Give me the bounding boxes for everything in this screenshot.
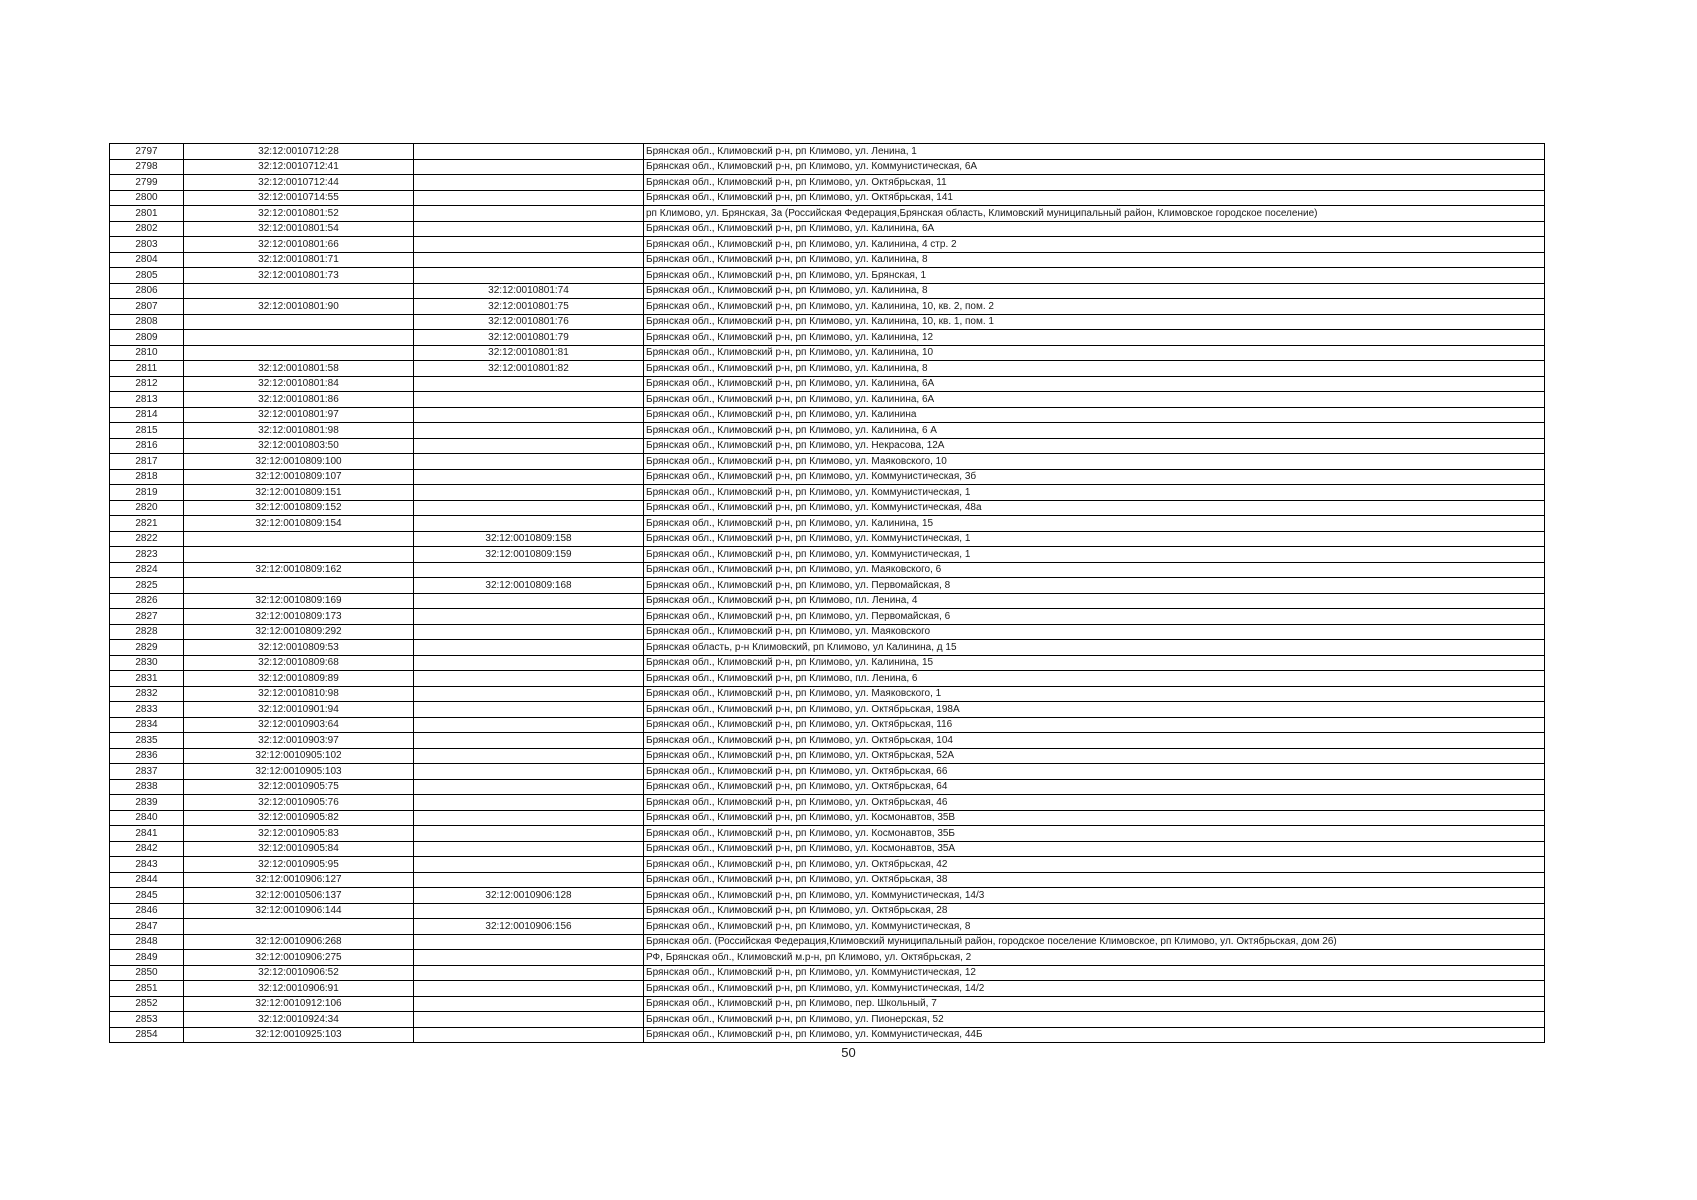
row-number-cell: 2802 (110, 221, 184, 237)
related-cadastral-number-cell (414, 655, 644, 671)
table-row (110, 655, 1545, 671)
row-number-cell: 2828 (110, 624, 184, 640)
table-body (110, 144, 1545, 1043)
cadastral-number-cell: 32:12:0010903:64 (184, 717, 414, 733)
address-cell: Брянская обл., Климовский р-н, рп Климово, ул. Ленина, 1 (644, 144, 1545, 160)
related-cadastral-number-cell (414, 144, 644, 160)
cadastral-number-cell: 32:12:0010810:98 (184, 686, 414, 702)
cadastral-number-cell: 32:12:0010801:54 (184, 221, 414, 237)
row-number-cell: 2806 (110, 283, 184, 299)
cadastral-number-cell: 32:12:0010901:94 (184, 702, 414, 718)
cadastral-number-cell: 32:12:0010801:90 (184, 299, 414, 315)
table-row (110, 330, 1545, 346)
address-cell: Брянская обл., Климовский р-н, рп Климово, ул. Коммунистическая, 44Б (644, 1027, 1545, 1043)
cadastral-number-cell: 32:12:0010905:75 (184, 779, 414, 795)
address-cell: Брянская обл., Климовский р-н, рп Климово, ул. Коммунистическая, 1 (644, 547, 1545, 563)
related-cadastral-number-cell (414, 857, 644, 873)
related-cadastral-number-cell (414, 826, 644, 842)
address-cell: Брянская обл., Климовский р-н, рп Климово, ул. Коммунистическая, 1 (644, 485, 1545, 501)
table-row (110, 996, 1545, 1012)
related-cadastral-number-cell (414, 438, 644, 454)
address-cell: Брянская обл., Климовский р-н, рп Климово, ул. Космонавтов, 35А (644, 841, 1545, 857)
cadastral-number-cell: 32:12:0010924:34 (184, 1012, 414, 1028)
address-cell: Брянская обл., Климовский р-н, рп Климово, ул. Октябрьская, 42 (644, 857, 1545, 873)
row-number-cell: 2847 (110, 919, 184, 935)
related-cadastral-number-cell (414, 996, 644, 1012)
cadastral-number-cell (184, 919, 414, 935)
related-cadastral-number-cell (414, 748, 644, 764)
cadastral-number-cell: 32:12:0010809:169 (184, 593, 414, 609)
row-number-cell: 2839 (110, 795, 184, 811)
table-row (110, 562, 1545, 578)
table-row (110, 190, 1545, 206)
address-cell: Брянская обл., Климовский р-н, рп Климово, ул. Маяковского, 1 (644, 686, 1545, 702)
row-number-cell: 2817 (110, 454, 184, 470)
row-number-cell: 2798 (110, 159, 184, 175)
address-cell: Брянская обл., Климовский р-н, рп Климово, ул. Октябрьская, 11 (644, 175, 1545, 191)
row-number-cell: 2829 (110, 640, 184, 656)
table-row (110, 810, 1545, 826)
related-cadastral-number-cell (414, 423, 644, 439)
row-number-cell: 2849 (110, 950, 184, 966)
related-cadastral-number-cell (414, 872, 644, 888)
row-number-cell: 2841 (110, 826, 184, 842)
row-number-cell: 2824 (110, 562, 184, 578)
address-cell: Брянская обл., Климовский р-н, рп Климово, ул. Калинина, 8 (644, 283, 1545, 299)
related-cadastral-number-cell: 32:12:0010801:79 (414, 330, 644, 346)
row-number-cell: 2853 (110, 1012, 184, 1028)
row-number-cell: 2808 (110, 314, 184, 330)
cadastral-number-cell: 32:12:0010906:275 (184, 950, 414, 966)
table-row (110, 888, 1545, 904)
cadastral-number-cell: 32:12:0010712:44 (184, 175, 414, 191)
row-number-cell: 2832 (110, 686, 184, 702)
row-number-cell: 2840 (110, 810, 184, 826)
table-row (110, 144, 1545, 160)
address-cell: Брянская обл., Климовский р-н, рп Климово, ул. Калинина, 4 стр. 2 (644, 237, 1545, 253)
related-cadastral-number-cell (414, 764, 644, 780)
related-cadastral-number-cell (414, 779, 644, 795)
cadastral-number-cell (184, 578, 414, 594)
row-number-cell: 2814 (110, 407, 184, 423)
related-cadastral-number-cell (414, 965, 644, 981)
related-cadastral-number-cell (414, 252, 644, 268)
related-cadastral-number-cell (414, 671, 644, 687)
row-number-cell: 2845 (110, 888, 184, 904)
address-cell: Брянская обл., Климовский р-н, рп Климово, ул. Калинина, 6А (644, 376, 1545, 392)
cadastral-number-cell (184, 283, 414, 299)
row-number-cell: 2826 (110, 593, 184, 609)
address-cell: Брянская обл., Климовский р-н, рп Климово, ул. Брянская, 1 (644, 268, 1545, 284)
cadastral-number-cell: 32:12:0010801:73 (184, 268, 414, 284)
address-cell: Брянская обл., Климовский р-н, рп Климово, ул. Калинина, 15 (644, 655, 1545, 671)
row-number-cell: 2797 (110, 144, 184, 160)
address-cell: Брянская обл., Климовский р-н, рп Климово, ул. Калинина, 10, кв. 1, пом. 1 (644, 314, 1545, 330)
related-cadastral-number-cell: 32:12:0010801:76 (414, 314, 644, 330)
cadastral-number-cell: 32:12:0010809:154 (184, 516, 414, 532)
cadastral-number-cell (184, 345, 414, 361)
address-cell: Брянская обл., Климовский р-н, рп Климово, ул. Коммунистическая, 12 (644, 965, 1545, 981)
cadastral-number-cell: 32:12:0010809:107 (184, 469, 414, 485)
row-number-cell: 2831 (110, 671, 184, 687)
address-cell: Брянская обл., Климовский р-н, рп Климово, ул. Коммунистическая, 8 (644, 919, 1545, 935)
related-cadastral-number-cell (414, 1012, 644, 1028)
row-number-cell: 2820 (110, 500, 184, 516)
table-row (110, 206, 1545, 222)
related-cadastral-number-cell (414, 175, 644, 191)
table-row (110, 547, 1545, 563)
address-cell: Брянская обл., Климовский р-н, рп Климово, ул. Коммунистическая, 14/3 (644, 888, 1545, 904)
address-cell: Брянская обл., Климовский р-н, рп Климово, ул. Маяковского (644, 624, 1545, 640)
address-cell: Брянская обл., Климовский р-н, рп Климово, ул. Коммунистическая, 48а (644, 500, 1545, 516)
related-cadastral-number-cell (414, 516, 644, 532)
address-cell: Брянская обл., Климовский р-н, рп Климово, ул. Маяковского, 6 (644, 562, 1545, 578)
cadastral-number-cell: 32:12:0010809:53 (184, 640, 414, 656)
address-cell: Брянская обл., Климовский р-н, рп Климово, ул. Первомайская, 8 (644, 578, 1545, 594)
row-number-cell: 2810 (110, 345, 184, 361)
row-number-cell: 2800 (110, 190, 184, 206)
address-cell: Брянская обл., Климовский р-н, рп Климово, ул. Калинина, 10, кв. 2, пом. 2 (644, 299, 1545, 315)
related-cadastral-number-cell (414, 733, 644, 749)
table-row (110, 531, 1545, 547)
row-number-cell: 2851 (110, 981, 184, 997)
row-number-cell: 2815 (110, 423, 184, 439)
cadastral-number-cell: 32:12:0010809:151 (184, 485, 414, 501)
related-cadastral-number-cell (414, 686, 644, 702)
related-cadastral-number-cell (414, 469, 644, 485)
row-number-cell: 2833 (110, 702, 184, 718)
table-row (110, 485, 1545, 501)
row-number-cell: 2834 (110, 717, 184, 733)
row-number-cell: 2809 (110, 330, 184, 346)
related-cadastral-number-cell (414, 1027, 644, 1043)
cadastral-number-cell: 32:12:0010801:71 (184, 252, 414, 268)
related-cadastral-number-cell (414, 640, 644, 656)
cadastral-number-cell: 32:12:0010906:127 (184, 872, 414, 888)
cadastral-number-cell: 32:12:0010906:52 (184, 965, 414, 981)
row-number-cell: 2805 (110, 268, 184, 284)
cadastral-number-cell: 32:12:0010801:86 (184, 392, 414, 408)
related-cadastral-number-cell (414, 190, 644, 206)
table-row (110, 159, 1545, 175)
row-number-cell: 2825 (110, 578, 184, 594)
cadastral-number-cell: 32:12:0010905:82 (184, 810, 414, 826)
cadastral-number-cell: 32:12:0010809:100 (184, 454, 414, 470)
table-row (110, 423, 1545, 439)
row-number-cell: 2818 (110, 469, 184, 485)
table-row (110, 593, 1545, 609)
address-cell: Брянская обл., Климовский р-н, рп Климово, ул. Некрасова, 12А (644, 438, 1545, 454)
address-cell: Брянская область, р-н Климовский, рп Климово, ул Калинина, д 15 (644, 640, 1545, 656)
address-cell: Брянская обл., Климовский р-н, рп Климово, ул. Коммунистическая, 6А (644, 159, 1545, 175)
cadastral-number-cell: 32:12:0010714:55 (184, 190, 414, 206)
row-number-cell: 2836 (110, 748, 184, 764)
related-cadastral-number-cell (414, 376, 644, 392)
address-cell: Брянская обл., Климовский р-н, рп Климово, ул. Калинина, 8 (644, 361, 1545, 377)
table-row (110, 1027, 1545, 1043)
related-cadastral-number-cell (414, 500, 644, 516)
table-row (110, 857, 1545, 873)
row-number-cell: 2835 (110, 733, 184, 749)
address-cell: Брянская обл., Климовский р-н, рп Климово, ул. Октябрьская, 116 (644, 717, 1545, 733)
related-cadastral-number-cell (414, 593, 644, 609)
address-cell: Брянская обл., Климовский р-н, рп Климово, ул. Космонавтов, 35Б (644, 826, 1545, 842)
address-cell: Брянская обл., Климовский р-н, рп Климово, пл. Ленина, 6 (644, 671, 1545, 687)
related-cadastral-number-cell: 32:12:0010801:74 (414, 283, 644, 299)
cadastral-number-cell: 32:12:0010809:292 (184, 624, 414, 640)
cadastral-number-cell: 32:12:0010712:28 (184, 144, 414, 160)
related-cadastral-number-cell: 32:12:0010809:159 (414, 547, 644, 563)
related-cadastral-number-cell (414, 268, 644, 284)
table-row (110, 407, 1545, 423)
cadastral-number-cell: 32:12:0010906:144 (184, 903, 414, 919)
row-number-cell: 2803 (110, 237, 184, 253)
cadastral-number-cell: 32:12:0010905:102 (184, 748, 414, 764)
related-cadastral-number-cell (414, 392, 644, 408)
address-cell: Брянская обл., Климовский р-н, рп Климово, ул. Коммунистическая, 1 (644, 531, 1545, 547)
table-row (110, 795, 1545, 811)
cadastral-number-cell (184, 547, 414, 563)
row-number-cell: 2807 (110, 299, 184, 315)
property-register-table (109, 143, 1545, 1043)
cadastral-number-cell (184, 531, 414, 547)
cadastral-number-cell: 32:12:0010906:268 (184, 934, 414, 950)
row-number-cell: 2848 (110, 934, 184, 950)
related-cadastral-number-cell (414, 562, 644, 578)
address-cell: Брянская обл., Климовский р-н, рп Климово, ул. Калинина (644, 407, 1545, 423)
table-row (110, 609, 1545, 625)
table-row (110, 376, 1545, 392)
address-cell: Брянская обл., Климовский р-н, рп Климово, ул. Маяковского, 10 (644, 454, 1545, 470)
cadastral-number-cell: 32:12:0010801:58 (184, 361, 414, 377)
address-cell: Брянская обл., Климовский р-н, рп Климово, ул. Октябрьская, 66 (644, 764, 1545, 780)
related-cadastral-number-cell (414, 221, 644, 237)
row-number-cell: 2799 (110, 175, 184, 191)
table-row (110, 283, 1545, 299)
related-cadastral-number-cell (414, 702, 644, 718)
table-row (110, 934, 1545, 950)
table-row (110, 252, 1545, 268)
related-cadastral-number-cell: 32:12:0010801:81 (414, 345, 644, 361)
table-row (110, 919, 1545, 935)
row-number-cell: 2846 (110, 903, 184, 919)
related-cadastral-number-cell (414, 609, 644, 625)
table-row (110, 779, 1545, 795)
table-row (110, 345, 1545, 361)
row-number-cell: 2852 (110, 996, 184, 1012)
cadastral-number-cell: 32:12:0010905:83 (184, 826, 414, 842)
address-cell: Брянская обл., Климовский р-н, рп Климово, ул. Калинина, 6А (644, 392, 1545, 408)
related-cadastral-number-cell (414, 159, 644, 175)
row-number-cell: 2837 (110, 764, 184, 780)
related-cadastral-number-cell: 32:12:0010801:82 (414, 361, 644, 377)
table-row (110, 640, 1545, 656)
row-number-cell: 2816 (110, 438, 184, 454)
address-cell: Брянская обл., Климовский р-н, рп Климово, ул. Октябрьская, 28 (644, 903, 1545, 919)
related-cadastral-number-cell (414, 407, 644, 423)
page-number: 50 (841, 1045, 856, 1060)
row-number-cell: 2844 (110, 872, 184, 888)
table-row (110, 268, 1545, 284)
related-cadastral-number-cell (414, 624, 644, 640)
cadastral-number-cell (184, 330, 414, 346)
table-row (110, 981, 1545, 997)
address-cell: РФ, Брянская обл., Климовский м.р-н, рп Климово, ул. Октябрьская, 2 (644, 950, 1545, 966)
cadastral-number-cell: 32:12:0010803:50 (184, 438, 414, 454)
table-row (110, 1012, 1545, 1028)
related-cadastral-number-cell: 32:12:0010809:158 (414, 531, 644, 547)
address-cell: Брянская обл., Климовский р-н, рп Климово, ул. Калинина, 6А (644, 221, 1545, 237)
address-cell: Брянская обл., Климовский р-н, рп Климово, ул. Калинина, 8 (644, 252, 1545, 268)
table-row (110, 826, 1545, 842)
related-cadastral-number-cell: 32:12:0010801:75 (414, 299, 644, 315)
table-row (110, 361, 1545, 377)
row-number-cell: 2813 (110, 392, 184, 408)
related-cadastral-number-cell (414, 934, 644, 950)
address-cell: Брянская обл., Климовский р-н, рп Климово, ул. Октябрьская, 38 (644, 872, 1545, 888)
table-row (110, 764, 1545, 780)
related-cadastral-number-cell (414, 795, 644, 811)
table-row (110, 624, 1545, 640)
address-cell: Брянская обл. (Российская Федерация,Климовский муниципальный район, городское поселение Климовское, рп Климово, ул. Октябрьская, дом 26) (644, 934, 1545, 950)
address-cell: Брянская обл., Климовский р-н, рп Климово, ул. Калинина, 12 (644, 330, 1545, 346)
row-number-cell: 2801 (110, 206, 184, 222)
table-row (110, 748, 1545, 764)
table-row (110, 702, 1545, 718)
table-row (110, 221, 1545, 237)
table-row (110, 175, 1545, 191)
address-cell: Брянская обл., Климовский р-н, рп Климово, ул. Коммунистическая, 3б (644, 469, 1545, 485)
table-row (110, 578, 1545, 594)
address-cell: Брянская обл., Климовский р-н, рп Климово, ул. Октябрьская, 104 (644, 733, 1545, 749)
address-cell: Брянская обл., Климовский р-н, рп Климово, ул. Октябрьская, 141 (644, 190, 1545, 206)
row-number-cell: 2830 (110, 655, 184, 671)
cadastral-number-cell: 32:12:0010925:103 (184, 1027, 414, 1043)
row-number-cell: 2842 (110, 841, 184, 857)
related-cadastral-number-cell (414, 903, 644, 919)
table-row (110, 965, 1545, 981)
cadastral-number-cell: 32:12:0010905:76 (184, 795, 414, 811)
row-number-cell: 2819 (110, 485, 184, 501)
cadastral-number-cell: 32:12:0010801:84 (184, 376, 414, 392)
row-number-cell: 2821 (110, 516, 184, 532)
related-cadastral-number-cell: 32:12:0010906:128 (414, 888, 644, 904)
address-cell: Брянская обл., Климовский р-н, рп Климово, ул. Первомайская, 6 (644, 609, 1545, 625)
cadastral-number-cell: 32:12:0010903:97 (184, 733, 414, 749)
table-row (110, 469, 1545, 485)
row-number-cell: 2843 (110, 857, 184, 873)
address-cell: Брянская обл., Климовский р-н, рп Климово, ул. Октябрьская, 198А (644, 702, 1545, 718)
table-row (110, 500, 1545, 516)
table-row (110, 671, 1545, 687)
related-cadastral-number-cell (414, 950, 644, 966)
address-cell: Брянская обл., Климовский р-н, рп Климово, ул. Калинина, 6 А (644, 423, 1545, 439)
table-row (110, 733, 1545, 749)
address-cell: Брянская обл., Климовский р-н, рп Климово, пер. Школьный, 7 (644, 996, 1545, 1012)
address-cell: Брянская обл., Климовский р-н, рп Климово, ул. Октябрьская, 46 (644, 795, 1545, 811)
cadastral-number-cell (184, 314, 414, 330)
table-row (110, 950, 1545, 966)
cadastral-number-cell: 32:12:0010809:68 (184, 655, 414, 671)
cadastral-number-cell: 32:12:0010905:103 (184, 764, 414, 780)
table-row (110, 516, 1545, 532)
cadastral-number-cell: 32:12:0010809:152 (184, 500, 414, 516)
row-number-cell: 2854 (110, 1027, 184, 1043)
row-number-cell: 2811 (110, 361, 184, 377)
cadastral-number-cell: 32:12:0010905:84 (184, 841, 414, 857)
cadastral-number-cell: 32:12:0010801:97 (184, 407, 414, 423)
cadastral-number-cell: 32:12:0010801:98 (184, 423, 414, 439)
table-row (110, 299, 1545, 315)
cadastral-number-cell: 32:12:0010801:66 (184, 237, 414, 253)
address-cell: Брянская обл., Климовский р-н, рп Климово, ул. Коммунистическая, 14/2 (644, 981, 1545, 997)
related-cadastral-number-cell (414, 810, 644, 826)
row-number-cell: 2838 (110, 779, 184, 795)
related-cadastral-number-cell (414, 206, 644, 222)
related-cadastral-number-cell (414, 841, 644, 857)
cadastral-number-cell: 32:12:0010809:173 (184, 609, 414, 625)
related-cadastral-number-cell (414, 237, 644, 253)
cadastral-number-cell: 32:12:0010912:106 (184, 996, 414, 1012)
table-row (110, 392, 1545, 408)
table-row (110, 903, 1545, 919)
table-row (110, 717, 1545, 733)
table-row (110, 438, 1545, 454)
address-cell: Брянская обл., Климовский р-н, рп Климово, ул. Пионерская, 52 (644, 1012, 1545, 1028)
table-row (110, 314, 1545, 330)
cadastral-number-cell: 32:12:0010801:52 (184, 206, 414, 222)
address-cell: Брянская обл., Климовский р-н, рп Климово, ул. Калинина, 15 (644, 516, 1545, 532)
address-cell: Брянская обл., Климовский р-н, рп Климово, ул. Калинина, 10 (644, 345, 1545, 361)
row-number-cell: 2812 (110, 376, 184, 392)
related-cadastral-number-cell: 32:12:0010906:156 (414, 919, 644, 935)
cadastral-number-cell: 32:12:0010809:162 (184, 562, 414, 578)
address-cell: Брянская обл., Климовский р-н, рп Климово, ул. Октябрьская, 64 (644, 779, 1545, 795)
cadastral-number-cell: 32:12:0010506:137 (184, 888, 414, 904)
address-cell: Брянская обл., Климовский р-н, рп Климово, пл. Ленина, 4 (644, 593, 1545, 609)
row-number-cell: 2827 (110, 609, 184, 625)
related-cadastral-number-cell (414, 485, 644, 501)
row-number-cell: 2804 (110, 252, 184, 268)
table-row (110, 454, 1545, 470)
table-row (110, 872, 1545, 888)
table-row (110, 237, 1545, 253)
related-cadastral-number-cell: 32:12:0010809:168 (414, 578, 644, 594)
row-number-cell: 2850 (110, 965, 184, 981)
row-number-cell: 2823 (110, 547, 184, 563)
table-row (110, 841, 1545, 857)
related-cadastral-number-cell (414, 981, 644, 997)
row-number-cell: 2822 (110, 531, 184, 547)
related-cadastral-number-cell (414, 717, 644, 733)
cadastral-number-cell: 32:12:0010905:95 (184, 857, 414, 873)
address-cell: Брянская обл., Климовский р-н, рп Климово, ул. Октябрьская, 52А (644, 748, 1545, 764)
address-cell: рп Климово, ул. Брянская, 3а (Российская Федерация,Брянская область, Климовский муниципальный район, Климовское городское поселение) (644, 206, 1545, 222)
cadastral-number-cell: 32:12:0010906:91 (184, 981, 414, 997)
table-row (110, 686, 1545, 702)
related-cadastral-number-cell (414, 454, 644, 470)
cadastral-number-cell: 32:12:0010809:89 (184, 671, 414, 687)
address-cell: Брянская обл., Климовский р-н, рп Климово, ул. Космонавтов, 35В (644, 810, 1545, 826)
cadastral-number-cell: 32:12:0010712:41 (184, 159, 414, 175)
